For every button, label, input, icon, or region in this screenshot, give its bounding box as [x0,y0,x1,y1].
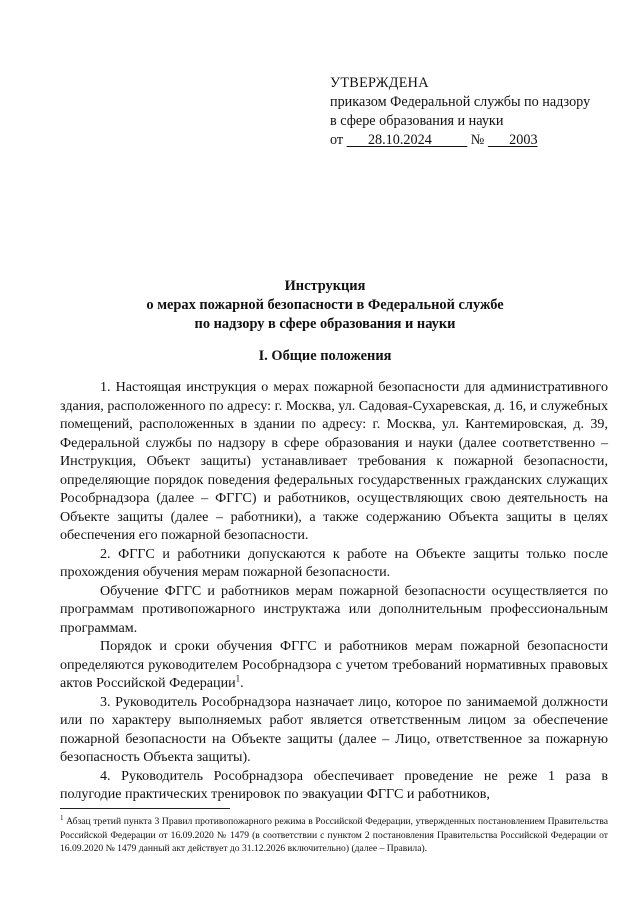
approval-date-line [330,131,590,150]
approval-order-line-2: в сфере образования и науки [330,113,504,129]
date-prefix: от [330,132,344,148]
paragraph-3: 3. Руководитель Рособрнадзора назначает лицо, которое по занимаемой должности или по характеру выполняемых работ является ответственным лицом за обеспечение пожарной безопасности на Объекте защиты (далее – Лицо, ответственное за пожарную безопасность Объекта защиты). [60,693,608,765]
paragraph-2-training: Обучение ФГГС и работников мерам пожарной безопасности осуществляется по программам противопожарного инструктажа или дополнительным профессиональным программам. [60,582,608,636]
document-title [60,277,590,334]
approval-order-line-1: приказом Федеральной службы по надзору [330,94,591,110]
paragraph-2-order: Порядок и сроки обучения ФГГС и работников мерам пожарной безопасности определяются руководителем Рособрнадзора с учетом требований нормативных правовых актов Российской Федерации$^1$. [60,638,608,691]
title-line-2: о мерах пожарной безопасности в Федеральной службе [146,297,504,313]
title-line-1: Инструкция [284,278,366,294]
footnote-text: Абзац третий пункта 3 Правил противопожарного режима в Российской Федерации, утвержденных постановлением Правительства Российской Федерации от 16.09.2020 № 1479 (в соответствии с пунктом 2 постановления Правительства Российской Федерации от 16.09.2020 № 1479 данный акт действует до 31.12.2026 включительно) (далее – Правила). [60,816,608,854]
approval-number: 2003 [509,132,538,148]
section-heading: I. Общие положения [258,348,392,364]
document-body [60,378,608,804]
approval-stamp: УТВЕРЖДЕНА [330,75,429,91]
footnote [60,815,608,856]
footnote-reference: 1 [235,673,241,684]
number-sign: № [470,132,485,148]
footnote-divider [60,808,230,809]
footnote-marker: 1 [60,813,64,822]
paragraph-1: 1. Настоящая инструкция о мерах пожарной безопасности для административного здания, расположенного по адресу: г. Москва, ул. Садовая-Сухаревская, д. 16, и служебных помещений, расположенных в здании по адресу: г. Москва, ул. Кантемировская, д. 39, Федеральной службы по надзору в сфере образования и науки (далее соответственно – Инструкция, Объект защиты) устанавливает требования к пожарной безопасности, определяющие порядок поведения федеральных государственных гражданских служащих Рособрнадзора (далее – ФГГС) и работников, осуществляющих свою деятельность на Объекте защиты (далее – работники), а также содержанию Объекта защиты в целях обеспечения его пожарной безопасности. [60,379,608,543]
paragraph-2: 2. ФГГС и работники допускаются к работе на Объекте защиты только после прохождения обучения мерам пожарной безопасности. [60,545,608,580]
approval-date: 28.10.2024 [367,132,432,148]
paragraph-4: 4. Руководитель Рособрнадзора обеспечивает проведение не реже 1 раза в полугодие практических тренировок по эвакуации ФГГС и работников, [60,767,608,802]
approval-block [330,74,590,150]
title-line-3: по надзору в сфере образования и науки [194,316,456,332]
